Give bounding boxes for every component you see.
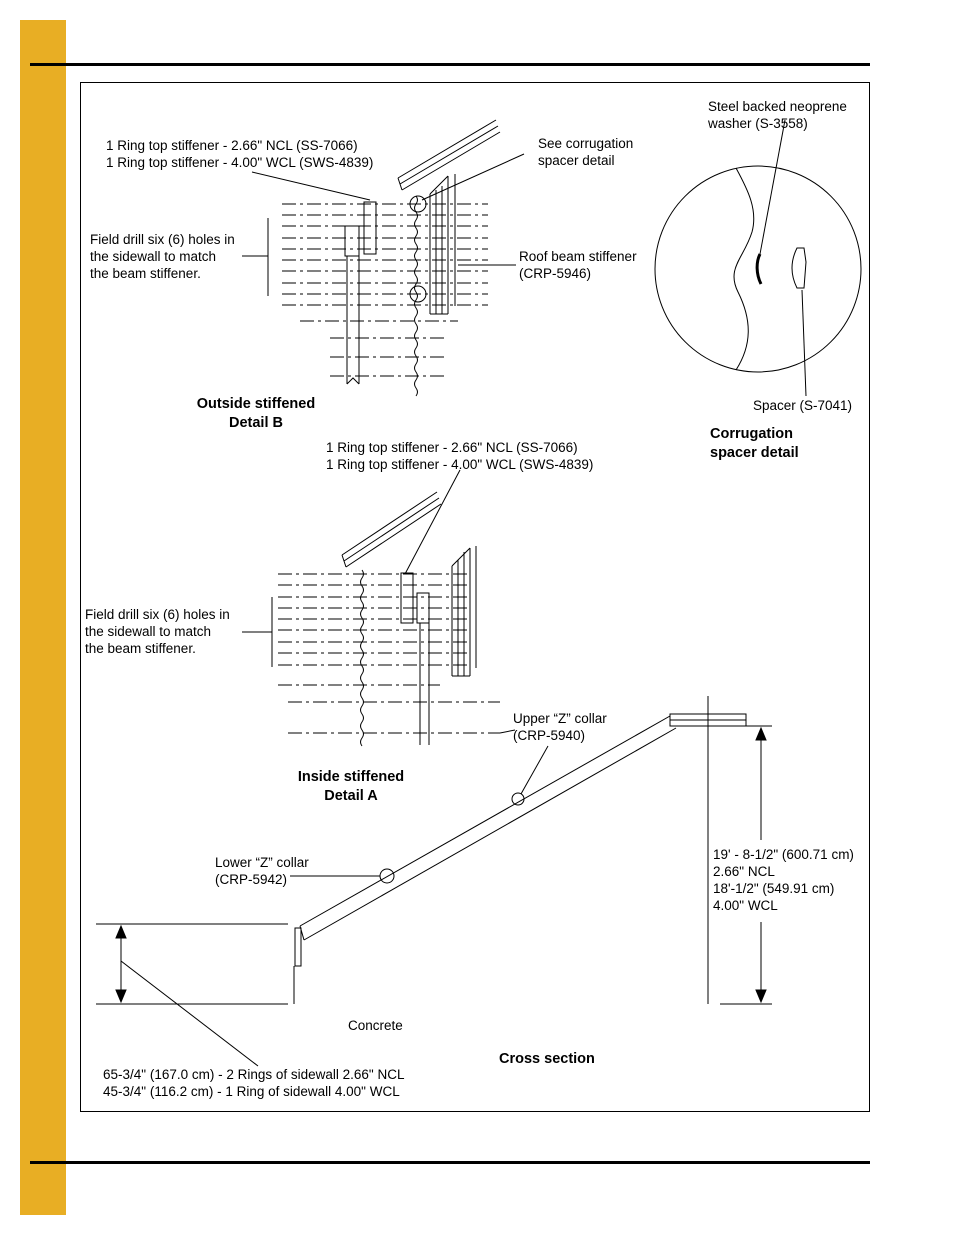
height-ncl-dim: 19' - 8-1/2" (600.71 cm) [713,847,854,862]
corrugation-subtitle: spacer detail [710,445,799,461]
detail-a-drill-line1: Field drill six (6) holes in [85,607,230,622]
washer-part: washer (S-3558) [708,116,808,131]
corrugation-title: Corrugation [710,426,793,442]
detail-a-title: Inside stiffened [297,769,405,785]
detail-b-drill-line1: Field drill six (6) holes in [90,232,235,247]
detail-a-drill-line3: the beam stiffener. [85,641,196,656]
detail-b-ring-ncl-label: 1 Ring top stiffener - 2.66" NCL (SS-7066) [106,138,358,153]
washer-label: Steel backed neoprene [708,99,847,114]
detail-b-drill-line2: the sidewall to match [90,249,217,264]
upper-collar-part: (CRP-5940) [513,728,586,743]
detail-a-drill-line2: the sidewall to match [85,624,212,639]
detail-a-ring-ncl-label: 1 Ring top stiffener - 2.66" NCL (SS-7066) [326,440,578,455]
detail-b-subtitle: Detail B [229,415,283,431]
sidewall-wcl-label: 45-3/4" (116.2 cm) - 1 Ring of sidewall 4.00" WCL [103,1084,400,1099]
corrugation-drawing [655,120,861,396]
cross-section-title: Cross section [499,1051,595,1067]
spacer-label: Spacer (S-7041) [753,398,853,413]
detail-b-ring-wcl-label: 1 Ring top stiffener - 4.00" WCL (SWS-4839) [106,155,374,170]
detail-a-ring-wcl-label: 1 Ring top stiffener - 4.00" WCL (SWS-4839) [326,457,594,472]
cross-section-drawing [96,696,772,1066]
spacer-detail-ref-label: spacer detail [538,153,615,168]
concrete-label: Concrete [348,1018,403,1033]
detail-a-drawing [242,470,515,746]
roof-beam-stiffener-part: (CRP-5946) [519,266,592,281]
lower-collar-label: Lower “Z” collar [215,855,309,870]
roof-beam-stiffener-label: Roof beam stiffener [519,249,637,264]
see-corrugation-label: See corrugation [538,136,634,151]
height-wcl-dim: 18'-1/2" (549.91 cm) [713,881,835,896]
detail-a-subtitle: Detail A [324,788,378,804]
detail-b-drill-line3: the beam stiffener. [90,266,201,281]
upper-collar-label: Upper “Z” collar [513,711,607,726]
sidewall-ncl-label: 65-3/4" (167.0 cm) - 2 Rings of sidewall 2.66" NCL [103,1067,405,1082]
height-ncl-type: 2.66" NCL [713,864,775,879]
lower-collar-part: (CRP-5942) [215,872,288,887]
detail-b-title: Outside stiffened [196,396,316,412]
height-wcl-type: 4.00" WCL [713,898,778,913]
